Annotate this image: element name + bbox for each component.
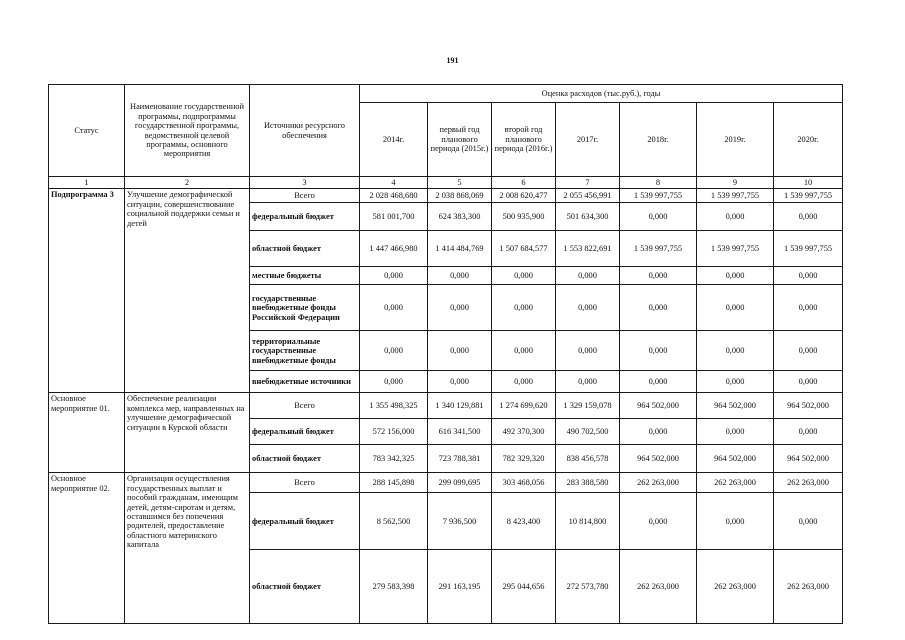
value-cell: 7 936,500 xyxy=(428,493,492,550)
value-cell: 964 502,000 xyxy=(620,393,697,419)
value-cell: 1 539 997,755 xyxy=(774,189,843,203)
value-cell: 262 263,000 xyxy=(697,473,774,493)
value-cell: 10 814,800 xyxy=(556,493,620,550)
value-cell: 2 055 456,991 xyxy=(556,189,620,203)
column-number: 5 xyxy=(428,177,492,189)
header-year: 2017г. xyxy=(556,103,620,177)
value-cell: 501 634,300 xyxy=(556,203,620,231)
value-cell: 0,000 xyxy=(492,331,556,371)
status-cell: Основное мероприятие 01. xyxy=(49,393,125,473)
program-name-cell: Организация осуществления государственных выплат и пособий гражданам, имеющим детей, детям-сиротам и детям, оставшимся без попечения родителей, предоставление областного материнского капитала xyxy=(125,473,250,624)
page-number: 191 xyxy=(446,56,459,65)
value-cell: 0,000 xyxy=(620,267,697,285)
source-cell: территориальные государственные внебюджетные фонды xyxy=(250,331,360,371)
value-cell: 964 502,000 xyxy=(697,445,774,473)
value-cell: 0,000 xyxy=(556,285,620,331)
header-estimate: Оценка расходов (тыс.руб.), годы xyxy=(360,85,843,103)
value-cell: 0,000 xyxy=(697,203,774,231)
header-year: 2014г. xyxy=(360,103,428,177)
source-cell: областной бюджет xyxy=(250,445,360,473)
value-cell: 0,000 xyxy=(620,371,697,393)
value-cell: 616 341,500 xyxy=(428,419,492,445)
value-cell: 303 468,056 xyxy=(492,473,556,493)
table-row xyxy=(49,473,843,493)
column-number: 8 xyxy=(620,177,697,189)
status-cell: Основное мероприятие 02. xyxy=(49,473,125,624)
value-cell: 0,000 xyxy=(492,285,556,331)
table-row xyxy=(49,189,843,203)
value-cell: 964 502,000 xyxy=(774,393,843,419)
value-cell: 1 539 997,755 xyxy=(697,231,774,267)
value-cell: 2 028 468,680 xyxy=(360,189,428,203)
value-cell: 262 263,000 xyxy=(620,473,697,493)
column-number: 1 xyxy=(49,177,125,189)
program-name-cell: Улучшение демографической ситуации, совершенствование социальной поддержки семьи и детей xyxy=(125,189,250,393)
value-cell: 0,000 xyxy=(697,285,774,331)
value-cell: 0,000 xyxy=(774,419,843,445)
value-cell: 1 340 129,881 xyxy=(428,393,492,419)
program-name-cell: Обеспечение реализации комплекса мер, направленных на улучшение демографической ситуации в Курской области xyxy=(125,393,250,473)
value-cell: 783 342,325 xyxy=(360,445,428,473)
value-cell: 0,000 xyxy=(774,267,843,285)
value-cell: 0,000 xyxy=(556,331,620,371)
column-number: 7 xyxy=(556,177,620,189)
source-cell: областной бюджет xyxy=(250,231,360,267)
value-cell: 0,000 xyxy=(556,267,620,285)
value-cell: 0,000 xyxy=(620,419,697,445)
value-cell: 0,000 xyxy=(774,285,843,331)
value-cell: 0,000 xyxy=(360,371,428,393)
value-cell: 0,000 xyxy=(620,285,697,331)
source-cell: местные бюджеты xyxy=(250,267,360,285)
value-cell: 1 553 822,691 xyxy=(556,231,620,267)
source-cell: государственные внебюджетные фонды Российской Федерации xyxy=(250,285,360,331)
value-cell: 295 044,656 xyxy=(492,550,556,624)
header-program-name: Наименование государственной программы, подпрограммы государственной программы, ведомственной целевой программы, основного мероприятия xyxy=(125,85,250,177)
value-cell: 0,000 xyxy=(620,331,697,371)
column-numbers-row xyxy=(49,177,843,189)
value-cell: 283 388,580 xyxy=(556,473,620,493)
value-cell: 0,000 xyxy=(492,267,556,285)
column-number: 3 xyxy=(250,177,360,189)
value-cell: 262 263,000 xyxy=(774,473,843,493)
value-cell: 0,000 xyxy=(620,203,697,231)
source-cell: федеральный бюджет xyxy=(250,203,360,231)
source-cell: Всего xyxy=(250,393,360,419)
budget-table xyxy=(48,84,843,624)
value-cell: 1 539 997,755 xyxy=(774,231,843,267)
value-cell: 0,000 xyxy=(774,493,843,550)
value-cell: 964 502,000 xyxy=(697,393,774,419)
value-cell: 964 502,000 xyxy=(620,445,697,473)
value-cell: 0,000 xyxy=(774,371,843,393)
value-cell: 0,000 xyxy=(360,331,428,371)
value-cell: 262 263,000 xyxy=(774,550,843,624)
column-number: 6 xyxy=(492,177,556,189)
value-cell: 500 935,900 xyxy=(492,203,556,231)
value-cell: 1 539 997,755 xyxy=(620,189,697,203)
value-cell: 0,000 xyxy=(492,371,556,393)
source-cell: федеральный бюджет xyxy=(250,493,360,550)
value-cell: 0,000 xyxy=(428,371,492,393)
value-cell: 624 383,300 xyxy=(428,203,492,231)
value-cell: 262 263,000 xyxy=(620,550,697,624)
value-cell: 0,000 xyxy=(556,371,620,393)
value-cell: 1 539 997,755 xyxy=(620,231,697,267)
value-cell: 1 414 484,769 xyxy=(428,231,492,267)
column-number: 2 xyxy=(125,177,250,189)
header-year: 2018г. xyxy=(620,103,697,177)
value-cell: 838 456,578 xyxy=(556,445,620,473)
value-cell: 490 702,500 xyxy=(556,419,620,445)
value-cell: 1 507 684,577 xyxy=(492,231,556,267)
header-year: второй год планового периода (2016г.) xyxy=(492,103,556,177)
header-status: Статус xyxy=(49,85,125,177)
value-cell: 279 583,398 xyxy=(360,550,428,624)
value-cell: 572 156,000 xyxy=(360,419,428,445)
column-number: 9 xyxy=(697,177,774,189)
value-cell: 0,000 xyxy=(360,285,428,331)
value-cell: 8 423,400 xyxy=(492,493,556,550)
value-cell: 0,000 xyxy=(697,267,774,285)
value-cell: 1 539 997,755 xyxy=(697,189,774,203)
value-cell: 1 447 466,980 xyxy=(360,231,428,267)
column-number: 10 xyxy=(774,177,843,189)
value-cell: 1 329 159,078 xyxy=(556,393,620,419)
value-cell: 262 263,000 xyxy=(697,550,774,624)
value-cell: 291 163,195 xyxy=(428,550,492,624)
column-number: 4 xyxy=(360,177,428,189)
value-cell: 723 788,381 xyxy=(428,445,492,473)
value-cell: 272 573,780 xyxy=(556,550,620,624)
value-cell: 2 038 868,069 xyxy=(428,189,492,203)
source-cell: федеральный бюджет xyxy=(250,419,360,445)
header-year: первый год планового периода (2015г.) xyxy=(428,103,492,177)
value-cell: 299 099,695 xyxy=(428,473,492,493)
value-cell: 0,000 xyxy=(697,331,774,371)
value-cell: 964 502,000 xyxy=(774,445,843,473)
value-cell: 782 329,320 xyxy=(492,445,556,473)
value-cell: 0,000 xyxy=(428,285,492,331)
value-cell: 0,000 xyxy=(620,493,697,550)
value-cell: 0,000 xyxy=(774,331,843,371)
value-cell: 0,000 xyxy=(774,203,843,231)
value-cell: 1 355 498,325 xyxy=(360,393,428,419)
status-cell: Подпрограмма 3 xyxy=(49,189,125,393)
value-cell: 2 008 620,477 xyxy=(492,189,556,203)
source-cell: Всего xyxy=(250,189,360,203)
source-cell: областной бюджет xyxy=(250,550,360,624)
value-cell: 0,000 xyxy=(360,267,428,285)
value-cell: 0,000 xyxy=(697,493,774,550)
value-cell: 492 370,300 xyxy=(492,419,556,445)
value-cell: 8 562,500 xyxy=(360,493,428,550)
header-year: 2020г. xyxy=(774,103,843,177)
value-cell: 581 001,700 xyxy=(360,203,428,231)
source-cell: Всего xyxy=(250,473,360,493)
value-cell: 0,000 xyxy=(428,267,492,285)
value-cell: 288 145,898 xyxy=(360,473,428,493)
header-year: 2019г. xyxy=(697,103,774,177)
value-cell: 0,000 xyxy=(697,419,774,445)
value-cell: 1 274 699,620 xyxy=(492,393,556,419)
value-cell: 0,000 xyxy=(697,371,774,393)
header-sources: Источники ресурсного обеспечения xyxy=(250,85,360,177)
value-cell: 0,000 xyxy=(428,331,492,371)
table-row xyxy=(49,393,843,419)
source-cell: внебюджетные источники xyxy=(250,371,360,393)
